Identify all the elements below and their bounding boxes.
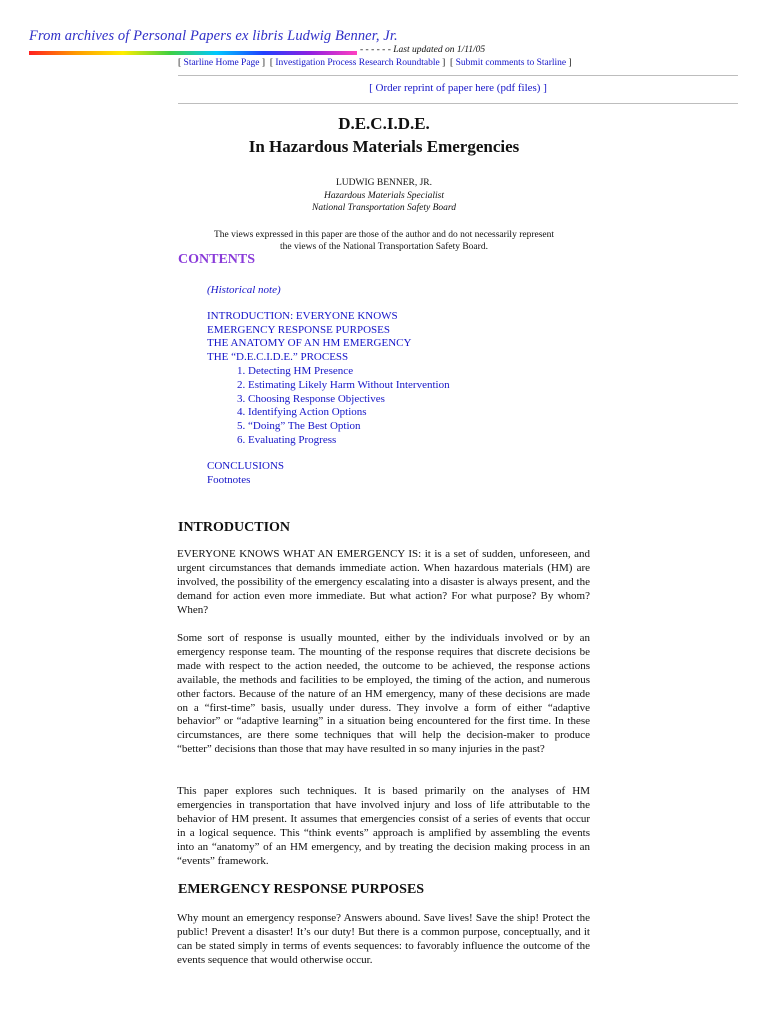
- toc-link-choosing[interactable]: 3. Choosing Response Objectives: [237, 392, 385, 405]
- toc-link-evaluating[interactable]: 6. Evaluating Progress: [237, 433, 337, 446]
- nav-link-starline-home[interactable]: Starline Home Page: [183, 58, 260, 68]
- contents-heading: CONTENTS: [178, 252, 256, 267]
- toc-link-detecting[interactable]: 1. Detecting HM Presence: [237, 364, 354, 377]
- toc-link-emergency-response-purposes[interactable]: EMERGENCY RESPONSE PURPOSES: [207, 323, 390, 336]
- author-org: National Transportation Safety Board: [311, 203, 456, 213]
- order-reprint-link[interactable]: [ Order reprint of paper here (pdf files) ]: [369, 82, 547, 94]
- toc-link-introduction[interactable]: INTRODUCTION: EVERYONE KNOWS: [207, 309, 398, 322]
- toc-link-conclusions[interactable]: CONCLUSIONS: [207, 459, 285, 472]
- nav-link-research-roundtable[interactable]: Investigation Process Research Roundtable: [275, 58, 440, 68]
- introduction-heading: INTRODUCTION: [178, 520, 291, 535]
- disclaimer-line-1: The views expressed in this paper are those of the author and do not necessarily represent: [213, 229, 555, 240]
- author-name: LUDWIG BENNER, JR.: [335, 178, 433, 188]
- nav-links: [ Starline Home Page ] [ Investigation Process Research Roundtable ] [ Submit comments to Starline ]: [178, 58, 572, 68]
- toc-link-anatomy[interactable]: THE ANATOMY OF AN HM EMERGENCY: [207, 337, 412, 350]
- introduction-paragraph-1: EVERYONE KNOWS WHAT AN EMERGENCY IS: it is a set of sudden, unforeseen, and urgent circumstances that demands immediate action. When hazardous materials (HM) are involved, the possibility of the emergency escalating into a disaster is always present, and the demand for action even more immediate. But what action? For what purpose? By whom? When?: [177, 548, 590, 616]
- paper-subtitle: In Hazardous Materials Emergencies: [248, 137, 520, 156]
- author-block: [178, 177, 590, 215]
- archive-header: From archives of Personal Papers ex libris Ludwig Benner, Jr.: [29, 28, 398, 44]
- last-updated: - - - - - - Last updated on 1/11/05: [360, 45, 486, 55]
- toc-spacer: [207, 448, 450, 460]
- toc-link-historical-note[interactable]: (Historical note): [207, 284, 281, 296]
- disclaimer-line-2: the views of the National Transportation Safety Board.: [280, 242, 488, 252]
- toc-link-decide-process[interactable]: THE “D.E.C.I.D.E.” PROCESS: [207, 351, 349, 364]
- nav-link-submit-comments[interactable]: Submit comments to Starline: [455, 58, 567, 68]
- disclaimer: [178, 229, 590, 254]
- rainbow-divider: [29, 51, 357, 55]
- emergency-response-paragraph-1: Why mount an emergency response? Answers abound. Save lives! Save the ship! Protect the public! Prevent a disaster! It’s our duty! But there is a common purpose, conceptually, and it can be stated simply in terms of events sequences: to favorably influence the outcome of the events sequence that would otherwise occur.: [177, 912, 590, 966]
- author-title: Hazardous Materials Specialist: [324, 190, 444, 201]
- paper-title: D.E.C.I.D.E.: [338, 114, 430, 133]
- emergency-response-heading: EMERGENCY RESPONSE PURPOSES: [178, 882, 425, 897]
- title-block: [178, 113, 590, 254]
- toc-link-doing[interactable]: 5. “Doing” The Best Option: [237, 420, 361, 433]
- introduction-paragraph-2: Some sort of response is usually mounted, either by the individuals involved or by an emergency response team. The mounting of the response requires that discrete decisions be made with respect to the action needed, the outcome to be achieved, the response actions available, the methods and facilities to be employed, the timing of the action, and numerous other factors. Because of the nature of an HM emergency, many of these decisions are made on a “first-time” basis, usually under duress. They involve a form of either “adaptive behavior” or “adaptive learning” in a situation being encountered for the first time. In these circumstances, are there some techniques that will help the decision-maker to produce “better” decisions than those that may have resulted in so many injuries in the past?: [177, 632, 590, 756]
- order-reprint-row: [178, 82, 738, 94]
- toc-link-estimating[interactable]: 2. Estimating Likely Harm Without Intervention: [237, 378, 450, 391]
- toc-link-identifying[interactable]: 4. Identifying Action Options: [237, 406, 367, 419]
- toc-link-footnotes[interactable]: Footnotes: [207, 473, 251, 486]
- introduction-paragraph-3: This paper explores such techniques. It is based primarily on the analyses of HM emergencies in transportation that have involved injury and loss of life attributable to the behavior of HM present. It assumes that emergencies consist of a series of events that occur in a logical sequence. This “think events” approach is amplified by assembling the events into an “anatomy” of an HM emergency, and by treating the decision making process in an “events” framework.: [177, 785, 590, 867]
- table-of-contents: [207, 284, 450, 487]
- divider-top: [178, 75, 738, 76]
- divider-bottom: [178, 103, 738, 104]
